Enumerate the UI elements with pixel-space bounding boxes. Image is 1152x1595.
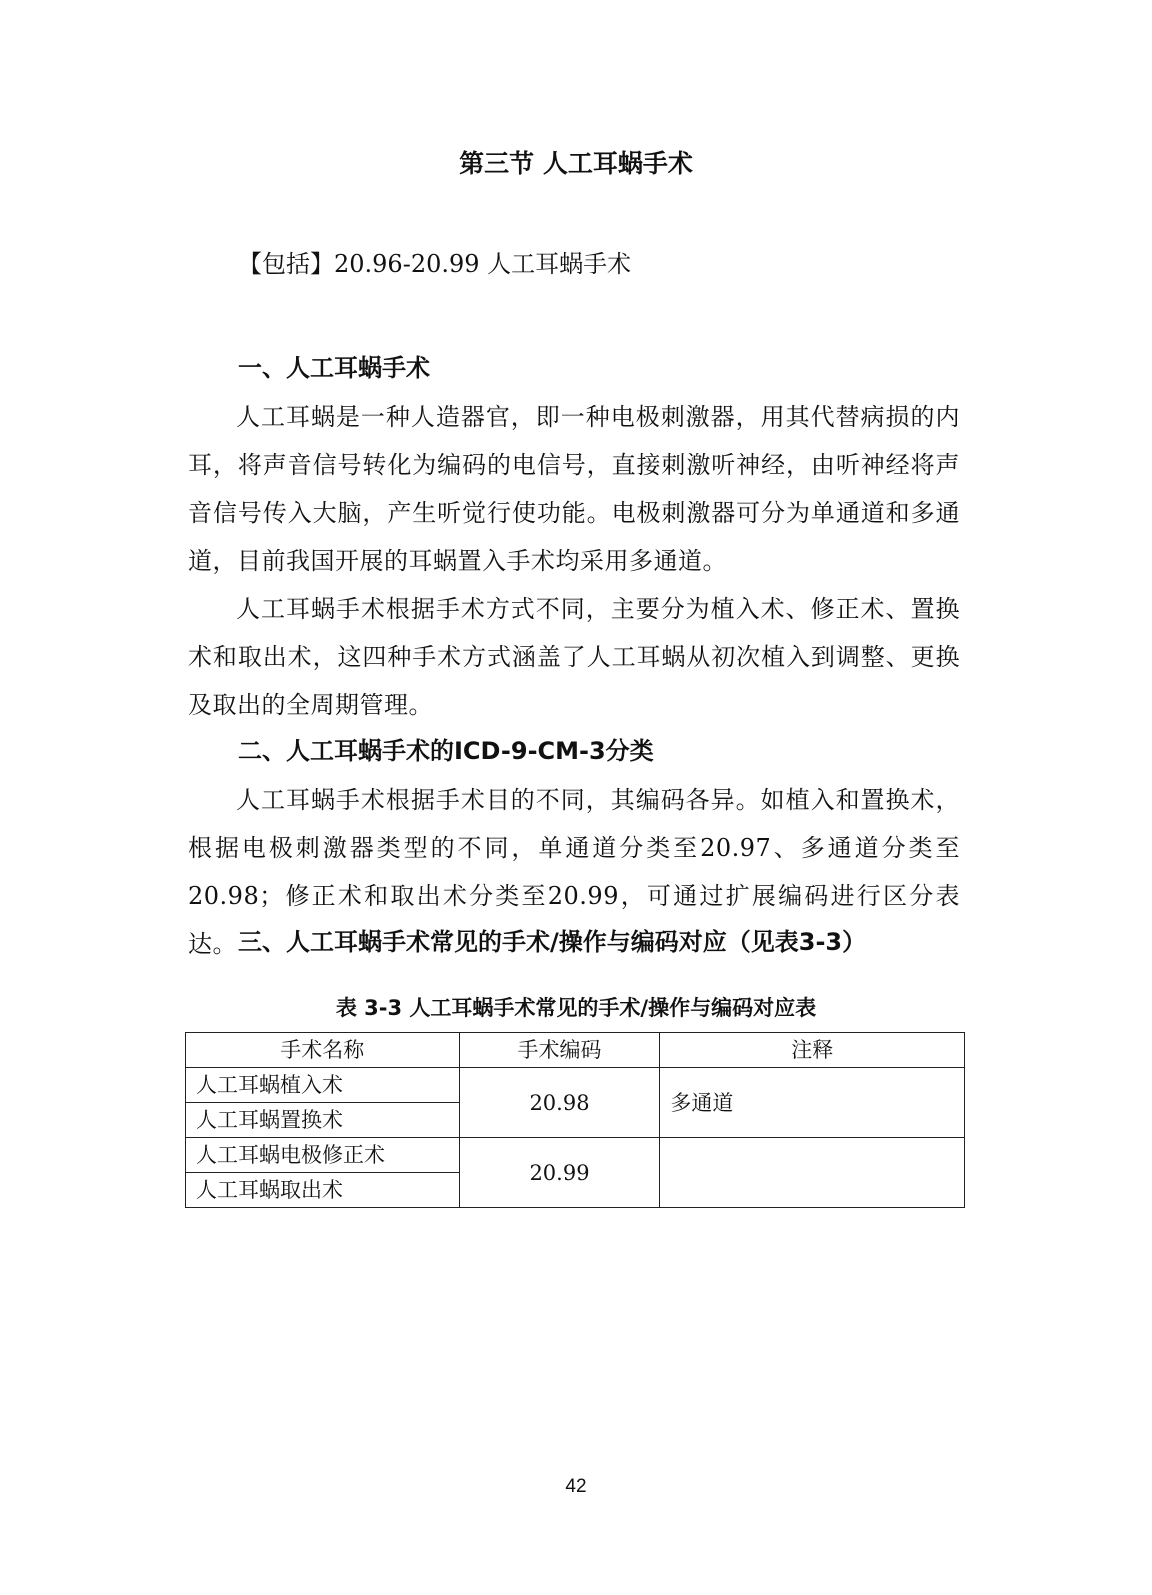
include-line: 【包括】20.96-20.99 人工耳蜗手术 <box>238 250 632 278</box>
procedure-note <box>660 1138 965 1208</box>
procedure-code: 20.98 <box>459 1068 660 1138</box>
table-row <box>186 1138 965 1173</box>
table-row <box>186 1068 965 1103</box>
code-table <box>185 1032 965 1208</box>
header-note: 注释 <box>660 1033 965 1068</box>
heading-1: 一、人工耳蜗手术 <box>238 354 430 382</box>
header-procedure-name: 手术名称 <box>186 1033 460 1068</box>
procedure-name: 人工耳蜗置换术 <box>186 1103 460 1138</box>
table-caption: 表 3-3 人工耳蜗手术常见的手术/操作与编码对应表 <box>335 996 817 1020</box>
procedure-name: 人工耳蜗取出术 <box>186 1173 460 1208</box>
section-title: 第三节 人工耳蜗手术 <box>459 149 693 178</box>
procedure-name: 人工耳蜗电极修正术 <box>186 1138 460 1173</box>
paragraph-2: 人工耳蜗手术根据手术方式不同，主要分为植入术、修正术、置换术和取出术，这四种手术方式涵盖了人工耳蜗从初次植入到调整、更换及取出的全周期管理。 <box>188 595 960 719</box>
procedure-note: 多通道 <box>660 1068 965 1138</box>
table-header-row <box>186 1033 965 1068</box>
paragraph-3: 人工耳蜗手术根据手术目的不同，其编码各异。如植入和置换术，根据电极刺激器类型的不同，单通道分类至20.97、多通道分类至20.98；修正术和取出术分类至20.99，可通过扩展编码进行区分表达。 <box>188 786 960 958</box>
procedure-code: 20.99 <box>459 1138 660 1208</box>
paragraph-1: 人工耳蜗是一种人造器官，即一种电极刺激器，用其代替病损的内耳，将声音信号转化为编码的电信号，直接刺激听神经，由听神经将声音信号传入大脑，产生听觉行使功能。电极刺激器可分为单通道和多通道，目前我国开展的耳蜗置入手术均采用多通道。 <box>188 403 960 575</box>
heading-2: 二、人工耳蜗手术的ICD-9-CM-3分类 <box>238 737 654 765</box>
procedure-name: 人工耳蜗植入术 <box>186 1068 460 1103</box>
page-number: 42 <box>565 1476 587 1497</box>
heading-3: 三、人工耳蜗手术常见的手术/操作与编码对应（见表3-3） <box>238 928 867 956</box>
header-procedure-code: 手术编码 <box>459 1033 660 1068</box>
